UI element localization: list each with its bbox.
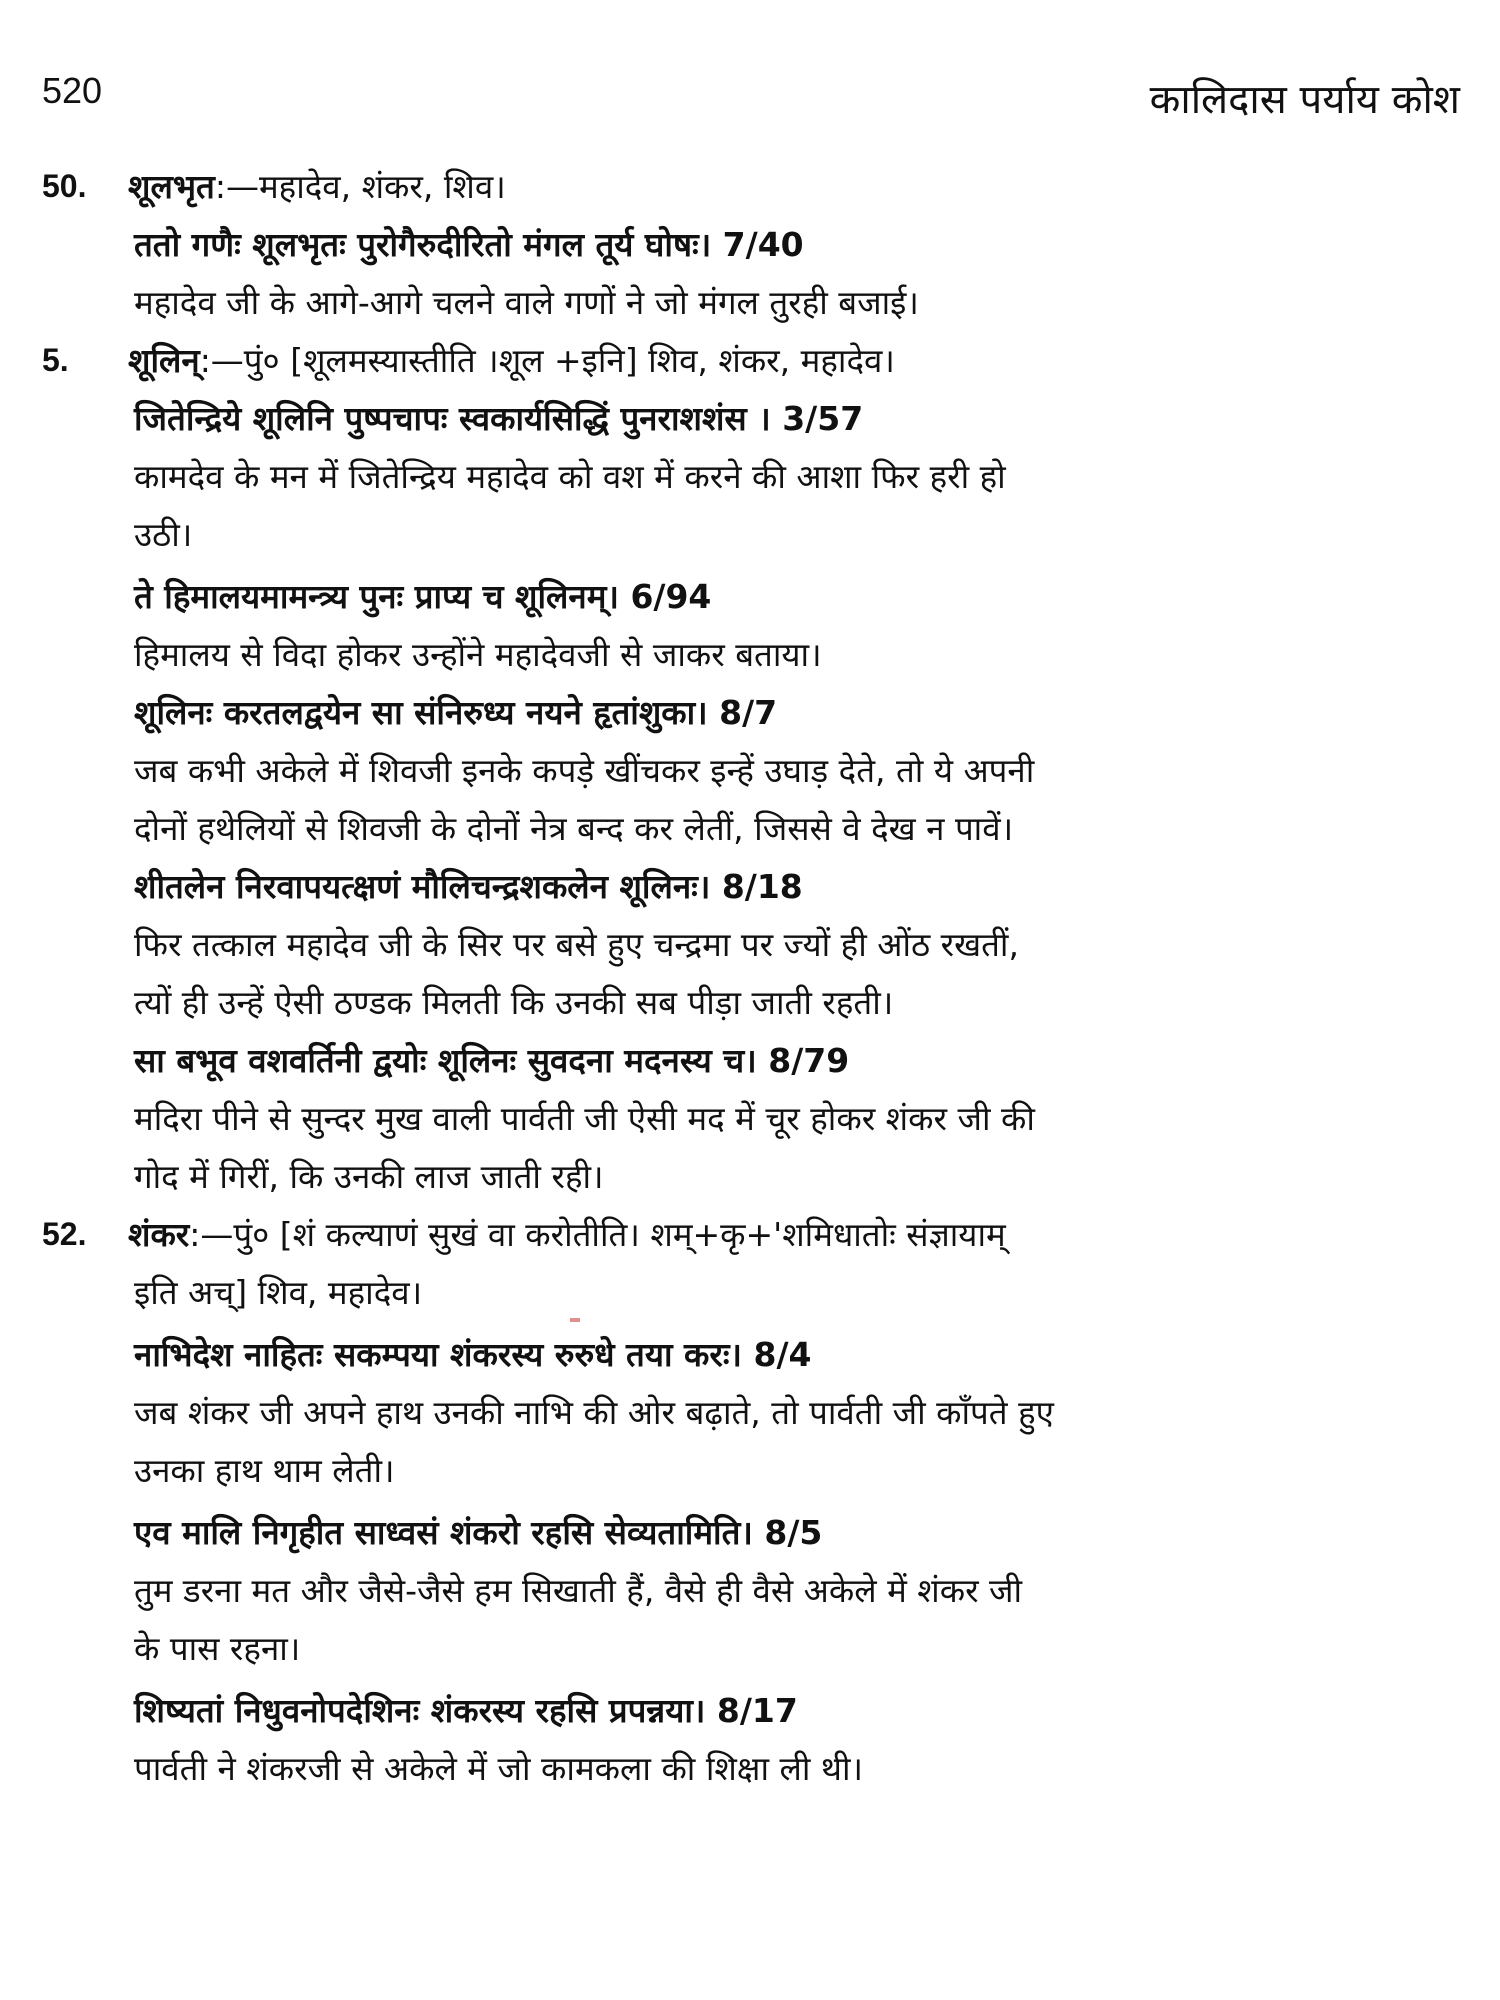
hindi-translation: दोनों हथेलियों से शिवजी के दोनों नेत्र बन्द कर लेतीं, जिससे वे देख न पावें। bbox=[134, 809, 1014, 848]
sanskrit-verse: शूलिनः करतलद्वयेन सा संनिरुध्य नयने हृतांशुका। 8/7 bbox=[134, 693, 778, 732]
dictionary-body bbox=[42, 167, 1460, 1810]
hindi-translation: त्यों ही उन्हें ऐसी ठण्डक मिलती कि उनकी सब पीड़ा जाती रहती। bbox=[134, 983, 894, 1022]
sanskrit-verse: एव मालि निगृहीत साध्वसं शंकरो रहसि सेव्यतामिति। 8/5 bbox=[134, 1513, 823, 1552]
entry-headword-line bbox=[42, 167, 1460, 228]
hindi-translation: हिमालय से विदा होकर उन्होंने महादेवजी से जाकर बताया। bbox=[134, 635, 822, 674]
entry-headword-line bbox=[42, 1215, 1460, 1276]
hindi-translation: कामदेव के मन में जितेन्द्रिय महादेव को वश में करने की आशा फिर हरी हो bbox=[134, 457, 1006, 496]
page-number: 520 bbox=[42, 70, 103, 111]
hindi-translation: पार्वती ने शंकरजी से अकेले में जो कामकला की शिक्षा ली थी। bbox=[134, 1749, 864, 1788]
sanskrit-verse: ते हिमालयमामन्त्र्य पुनः प्राप्य च शूलिनम्। 6/94 bbox=[134, 577, 712, 616]
headword: शूलभृत bbox=[128, 167, 215, 206]
dictionary-entry bbox=[42, 167, 1460, 344]
headword: शूलिन् bbox=[128, 341, 200, 380]
entry-number: 5. bbox=[42, 342, 69, 378]
sanskrit-verse: नाभिदेश नाहितः सकम्पया शंकरस्य रुरुधे तया करः। 8/4 bbox=[134, 1335, 812, 1374]
sanskrit-verse: ततो गणैः शूलभृतः पुरोगैरुदीरितो मंगल तूर्य घोषः। 7/40 bbox=[134, 225, 804, 264]
hindi-translation: गोद में गिरीं, कि उनकी लाज जाती रही। bbox=[134, 1157, 604, 1196]
entry-number: 50. bbox=[42, 168, 87, 204]
hindi-translation: तुम डरना मत और जैसे-जैसे हम सिखाती हैं, वैसे ही वैसे अकेले में शंकर जी bbox=[134, 1571, 1023, 1610]
headword-definition: :—पुं० [शूलमस्यास्तीति ।शूल +इनि] शिव, शंकर, महादेव। bbox=[199, 341, 895, 380]
headword: शंकर bbox=[128, 1215, 190, 1254]
hindi-translation: इति अच्] शिव, महादेव। bbox=[134, 1273, 423, 1312]
page-header bbox=[42, 70, 1460, 130]
headword-definition: :—पुं० [शं कल्याणं सुखं वा करोतीति। शम्+कृ+'शमिधातोः संज्ञायाम् bbox=[189, 1215, 1006, 1254]
sanskrit-verse: जितेन्द्रिये शूलिनि पुष्पचापः स्वकार्यसिद्धिं पुनराशशंस । 3/57 bbox=[134, 399, 864, 438]
hindi-translation: महादेव जी के आगे-आगे चलने वाले गणों ने जो मंगल तुरही बजाई। bbox=[134, 283, 919, 322]
entry-number: 52. bbox=[42, 1216, 87, 1252]
headword-definition: :—महादेव, शंकर, शिव। bbox=[214, 167, 506, 206]
hindi-translation: उनका हाथ थाम लेती। bbox=[134, 1451, 395, 1490]
hindi-translation: जब कभी अकेले में शिवजी इनके कपड़े खींचकर इन्हें उघाड़ देते, तो ये अपनी bbox=[134, 751, 1035, 790]
hindi-translation: जब शंकर जी अपने हाथ उनकी नाभि की ओर बढ़ाते, तो पार्वती जी काँपते हुए bbox=[134, 1393, 1054, 1432]
hindi-translation: उठी। bbox=[134, 515, 193, 554]
dictionary-entry bbox=[42, 1215, 1460, 1810]
sanskrit-verse: शिष्यतां निधुवनोपदेशिनः शंकरस्य रहसि प्रपन्नया। 8/17 bbox=[134, 1691, 798, 1730]
sanskrit-verse: शीतलेन निरवापयत्क्षणं मौलिचन्द्रशकलेन शूलिनः। 8/18 bbox=[134, 867, 803, 906]
sanskrit-verse: सा बभूव वशवर्तिनी द्वयोः शूलिनः सुवदना मदनस्य च। 8/79 bbox=[134, 1041, 850, 1080]
hindi-translation: मदिरा पीने से सुन्दर मुख वाली पार्वती जी ऐसी मद में चूर होकर शंकर जी की bbox=[134, 1099, 1035, 1138]
running-title: कालिदास पर्याय कोश bbox=[1149, 77, 1460, 123]
ink-smudge bbox=[570, 1318, 580, 1322]
entry-headword-line bbox=[42, 341, 1460, 402]
hindi-translation: के पास रहना। bbox=[134, 1629, 301, 1668]
dictionary-entry bbox=[42, 341, 1460, 1218]
hindi-translation: फिर तत्काल महादेव जी के सिर पर बसे हुए चन्द्रमा पर ज्यों ही ओंठ रखतीं, bbox=[134, 925, 1019, 964]
